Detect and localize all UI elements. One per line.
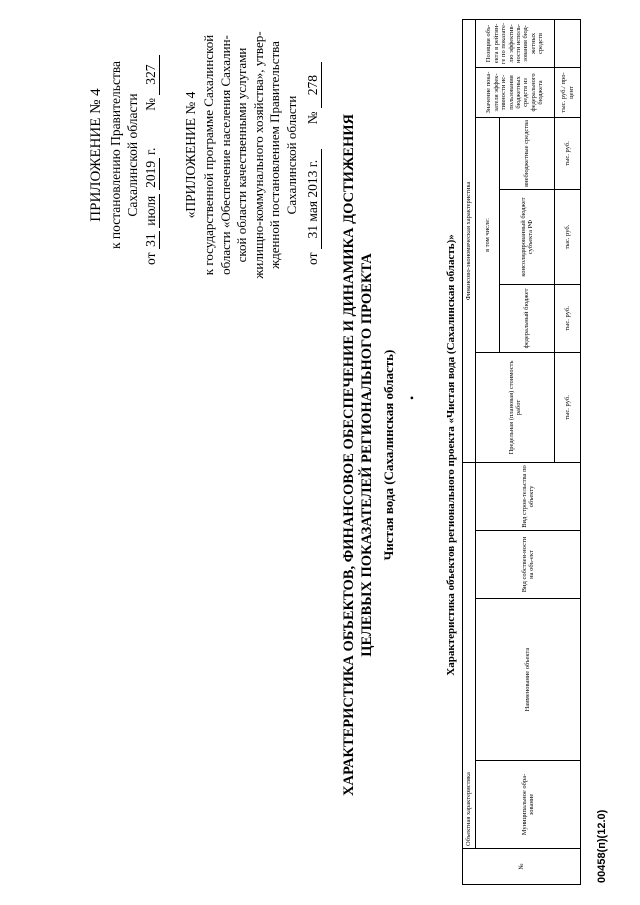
quoted-appendix-date-line: [305, 25, 322, 265]
unit-cell-cost: тыс. руб.: [555, 352, 581, 462]
col-consolidated-header: консолидированный бюджет субъекта РФ: [500, 189, 555, 284]
col-position-header: Позиция объ-екта в рейтин-ге по показате-лю эффектив-ности исполь-зования бюд-жетных средств: [476, 19, 555, 67]
main-heading: [340, 55, 376, 855]
quoted-appendix-text: [201, 5, 300, 305]
col-extrabudget-header: внебюджетные средства: [500, 117, 555, 189]
objects-table: [462, 19, 581, 885]
table-group-row: [463, 19, 476, 884]
quoted-appendix-line: Сахалинской области: [283, 95, 299, 215]
quoted-appendix-number: 278: [305, 62, 322, 108]
quoted-appendix-line: жилищно-коммунального хозяйства», утвер-: [250, 31, 266, 279]
col-object-name-header: Наименование объекта: [476, 599, 581, 761]
quoted-appendix-line: ской области качественными услугами: [234, 47, 249, 263]
table-header-row-2: [476, 19, 500, 884]
unit-cell-efficiency: тыс. руб./ про-цент: [555, 67, 581, 117]
appendix-line-2: Сахалинской области: [125, 93, 140, 217]
appendix-date-line: [143, 25, 160, 265]
appendix-title: ПРИЛОЖЕНИЕ № 4: [88, 88, 104, 222]
group-finance-header: Финансово-экономическая характеристика: [463, 19, 476, 462]
unit-cell-position: [555, 19, 581, 67]
unit-cell-consolidated: тыс. руб.: [555, 189, 581, 284]
quoted-appendix-title: «ПРИЛОЖЕНИЕ № 4: [183, 91, 198, 219]
main-heading-line-1: ХАРАКТЕРИСТИКА ОБЪЕКТОВ, ФИНАНСОВОЕ ОБЕСПЕЧЕНИЕ И ДИНАМИКА ДОСТИЖЕНИЯ: [341, 114, 357, 796]
col-federal-header: федеральный бюджет: [500, 284, 555, 352]
col-municipality-header: Муниципальное обра-зование: [476, 761, 581, 849]
quoted-appendix-line: к государственной программе Сахалинской: [201, 34, 216, 276]
main-heading-line-2: ЦЕЛЕВЫХ ПОКАЗАТЕЛЕЙ РЕГИОНАЛЬНОГО ПРОЕКТА: [359, 253, 375, 657]
appendix-day: 31: [143, 231, 160, 249]
appendix-number: 327: [143, 55, 160, 95]
quoted-appendix-date: 31 мая 2013 г.: [305, 149, 322, 249]
col-ownership-header: Вид собствен-ности на объ-ект: [476, 531, 581, 599]
table-caption: Характеристика объектов регионального проекта «Чистая вода (Сахалинская область)»: [445, 234, 457, 676]
group-object-header: Объектная характеристика: [463, 462, 476, 848]
appendix-year: 2019: [143, 158, 160, 190]
quoted-appendix-line: области «Обеспечение населения Сахалин-: [217, 35, 233, 275]
col-cost-header: Предельная (плановая) стоимость работ: [476, 352, 555, 462]
col-construction-header: Вид строи-тельства по объекту: [476, 462, 581, 530]
quoted-appendix-line: жденной постановлением Правительства: [267, 41, 282, 269]
col-including-header: в том числе:: [476, 117, 500, 352]
document-code: 00458(п)(12.0): [596, 809, 608, 883]
appendix-line-1: к постановлению Правительства: [108, 60, 123, 250]
appendix-year-suffix: г.: [143, 147, 158, 156]
appendix-from-label: от: [143, 252, 158, 265]
appendix-month: июля: [143, 194, 160, 228]
stray-dot: •: [405, 395, 419, 400]
quoted-appendix-no-label: №: [305, 111, 320, 125]
unit-cell-extrabudget: тыс. руб.: [555, 117, 581, 189]
col-no-header: №: [463, 849, 581, 885]
col-efficiency-header: Значение пока-зателя эффек-тивности ис-пользования бюджетных средств из федерального бюджета: [476, 67, 555, 117]
unit-cell-federal: тыс. руб.: [555, 284, 581, 352]
quoted-appendix-from-label: от: [305, 252, 320, 265]
appendix-no-label: №: [143, 97, 158, 111]
main-subtitle: Чистая вода (Сахалинская область): [381, 349, 396, 561]
